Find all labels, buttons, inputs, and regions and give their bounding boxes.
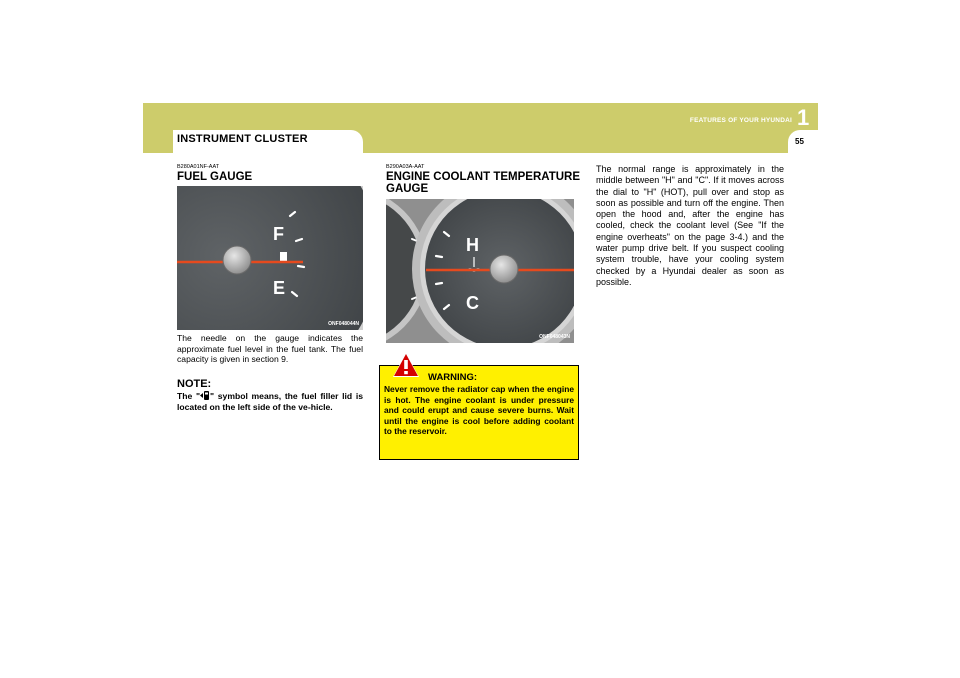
coolant-gauge-description: The normal range is approximately in the middle between "H" and "C". If it moves across the dial to "H" (HOT), pull over and stop as soon as possible and turn off the engine. Then open the hood and, after the engine has cooled, check the coolant level (See "If the engine overheats" on the page 3-4.) and the water pump drive belt. If you suspect cooling system trouble, have your cooling system checked by a Hyundai dealer as soon as possible.: [596, 164, 784, 287]
gauge-h-letter: H: [466, 235, 479, 255]
fuel-pump-icon: [200, 391, 210, 400]
chapter-number: 1: [797, 105, 810, 130]
coolant-section-code: B290A03A-AAT: [386, 164, 425, 170]
section-title: INSTRUMENT CLUSTER: [177, 133, 308, 145]
gauge-c-letter: C: [466, 293, 479, 313]
fuel-gauge-illustration: [177, 186, 363, 330]
gauge-e-letter: E: [273, 278, 286, 298]
coolant-gauge-illustration: [386, 199, 574, 343]
page-number: 55: [795, 137, 804, 146]
warning-icon: [392, 352, 420, 378]
brand-label: FEATURES OF YOUR HYUNDAI: [689, 117, 792, 124]
fuel-gauge-heading: FUEL GAUGE: [177, 171, 253, 183]
note-title: NOTE:: [177, 378, 212, 390]
fuel-section-code: B280A01NF-AAT: [177, 164, 220, 170]
coolant-gauge-photo: [386, 199, 574, 343]
fuel-gauge-description: The needle on the gauge indicates the approximate fuel level in the fuel tank. The fuel capacity is given in section 9.: [177, 333, 363, 365]
warning-text: Never remove the radiator cap when the engine is hot. The engine coolant is under pressure and could erupt and cause severe burns. Wait until the engine is cool before adding coolant to the reservoir.: [384, 384, 574, 436]
note-text-start: The ": [177, 391, 201, 401]
note-text-end: " symbol means, the fuel filler lid is located on the left side of the ve-hicle.: [177, 391, 363, 412]
warning-title: WARNING:: [428, 372, 478, 383]
fuel-gauge-photo: [177, 186, 363, 330]
fuel-image-code: ONF048044N: [328, 321, 359, 327]
gauge-f-letter: F: [273, 224, 284, 244]
coolant-gauge-heading: ENGINE COOLANT TEMPERATURE GAUGE: [386, 171, 581, 195]
note-text: [177, 391, 363, 412]
warning-box: [379, 365, 579, 460]
coolant-image-code: ONF048043N: [539, 334, 570, 340]
